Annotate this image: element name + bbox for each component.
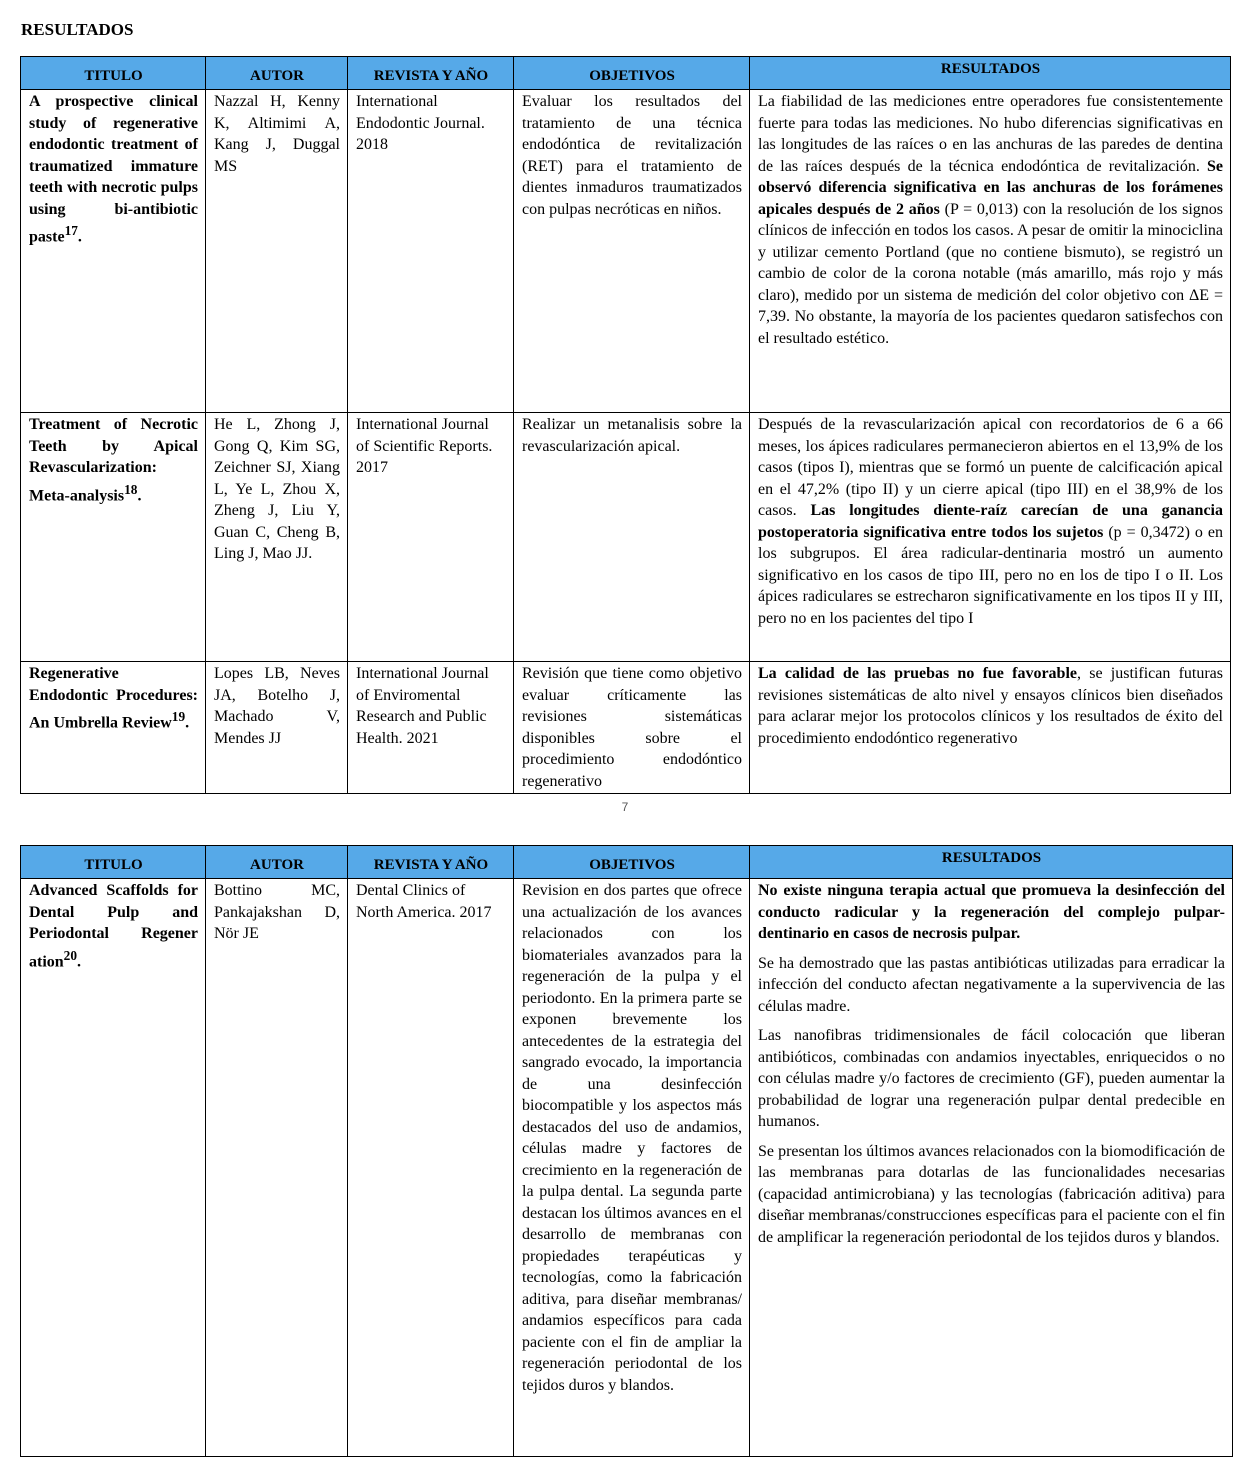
study-title-cell: Treatment of Necrotic Teeth by Apical Revascularization: Meta-analysis$^{18}$.	[21, 413, 206, 662]
results-paragraph: Se presentan los últimos avances relacionados con la biomodificación de las membranas para dotarlas de las funcionalidades necesarias (capacidad antimicrobiana) y las tecnologías (fabricación aditiva) para diseñar membranas/construcciones específicas para el paciente con el fin de amplificar la regeneración periodontal de los tejidos duros y blandos.	[758, 1142, 1225, 1246]
table-row	[21, 413, 1231, 662]
header-resultados: RESULTADOS	[750, 846, 1233, 879]
reference-number: 17	[64, 223, 78, 238]
author-cell: He L, Zhong J, Gong Q, Kim SG, Zeichner SJ, Xiang L, Ye L, Zhou X, Zheng J, Liu Y, Guan C, Cheng B, Ling J, Mao JJ.	[206, 413, 348, 662]
study-title: Advanced Scaffolds for Dental Pulp and Periodontal Regener ation	[29, 882, 198, 970]
study-title: Regenerative Endodontic Procedures: An Umbrella Review	[29, 665, 198, 732]
results-cell	[750, 662, 1231, 794]
author-cell: Nazzal H, Kenny K, Altimimi A, Kang J, Duggal MS	[206, 90, 348, 413]
results-text: (P = 0,013) con la resolución de los signos clínicos de infección en todos los casos. A pesar de omitir la minociclina y utilizar cemento Portland (que no contiene bismuto), se registró un cambio de color de la corona notable (más amarillo, más rojo y más claro), medido por un sistema de medición del color objetivo con ΔE = 7,39. No obstante, la mayoría de los pacientes quedaron satisfechos con el resultado estético.	[758, 200, 1224, 347]
table-row	[21, 879, 1233, 1457]
reference-number: 18	[124, 481, 138, 497]
reference-number: 20	[63, 947, 77, 963]
journal-cell: Dental Clinics of North America. 2017	[348, 879, 514, 1457]
table-header-row	[21, 57, 1231, 90]
results-text: La fiabilidad de las mediciones entre operadores fue consistentemente fuerte para todas las mediciones. No hubo diferencias significativas en las longitudes de las raíces o en las anchuras de las paredes de dentina de las raíces después de la técnica endodóntica de revitalización.	[758, 93, 1223, 175]
author-cell: Bottino MC, Pankajakshan D, Nör JE	[206, 879, 348, 1457]
table-row	[21, 90, 1231, 413]
results-text: (p = 0,3472) o en los subgrupos. El área radicular-dentinaria mostró un aumento significativo en los casos de tipo III, pero no en los de tipo I o II. Los ápices radiculares se estrecharon significativamente en los tipos II y III, pero no en los pacientes del tipo I	[758, 523, 1223, 627]
header-resultados: RESULTADOS	[750, 57, 1231, 90]
results-text: Después de la revascularización apical con recordatorios de 6 a 66 meses, los ápices radiculares permanecieron abiertos en el 13,9% de los casos (tipos I), mientras que se formó un puente de calcificación apical en el 47,2% (tipo II) y un cierre apical (tipo III) en el 38,9% de los casos.	[758, 416, 1223, 519]
header-objetivos: OBJETIVOS	[514, 57, 750, 90]
header-objetivos: OBJETIVOS	[514, 846, 750, 879]
header-titulo: TITULO	[21, 846, 206, 879]
reference-number: 19	[171, 709, 186, 724]
results-highlight: Se observó diferencia significativa en las anchuras de los forámenes apicales después de 2 años	[758, 157, 1223, 218]
header-autor: AUTOR	[206, 57, 348, 90]
results-highlight: Las longitudes diente-raíz carecían de una ganancia postoperatoria significativa entre todos los sujetos	[758, 502, 1224, 541]
header-revista: REVISTA Y AÑO	[348, 57, 514, 90]
page-number: 7	[621, 800, 629, 814]
journal-cell: International Journal of Scientific Reports. 2017	[348, 413, 514, 662]
author-cell: Lopes LB, Neves JA, Botelho J, Machado V, Mendes JJ	[206, 662, 348, 794]
results-paragraph: No existe ninguna terapia actual que promueva la desinfección del conducto radicular y la regeneración del complejo pulpar-dentinario en casos de necrosis pulpar.	[758, 882, 1225, 942]
study-title: Treatment of Necrotic Teeth by Apical Revascularization: Meta-analysis	[29, 416, 198, 504]
table-header-row	[21, 846, 1233, 879]
header-autor: AUTOR	[206, 846, 348, 879]
section-heading: RESULTADOS	[21, 20, 134, 39]
journal-cell: International Journal of Enviromental Research and Public Health. 2021	[348, 662, 514, 794]
objective-cell: Revisión que tiene como objetivo evaluar críticamente las revisiones sistemáticas disponibles sobre el procedimiento endodóntico regenerativo	[514, 662, 750, 794]
header-revista: REVISTA Y AÑO	[348, 846, 514, 879]
header-titulo: TITULO	[21, 57, 206, 90]
journal-cell: International Endodontic Journal. 2018	[348, 90, 514, 413]
objective-cell: Evaluar los resultados del tratamiento de una técnica endodóntica de revitalización (RET) para el tratamiento de dientes inmaduros traumatizados con pulpas necróticas en niños.	[514, 90, 750, 413]
study-title-cell: A prospective clinical study of regenerative endodontic treatment of traumatized immature teeth with necrotic pulps using bi-antibiotic paste$^{17}$.	[21, 90, 206, 413]
objective-cell: Revision en dos partes que ofrece una actualización de los avances relacionados con los biomateriales avanzados para la regeneración de la pulpa y el periodonto. En la primera parte se exponen brevemente los antecedentes de la estrategia del sangrado evocado, la importancia de una desinfección biocompatible y los aspectos más destacados del uso de andamios, células madre y factores de crecimiento en la regeneración de la pulpa dental. La segunda parte destacan los últimos avances en el desarrollo de membranas con propiedades terapéuticas y tecnologías, como la fabricación aditiva, para diseñar membranas/ andamios específicos para cada paciente con el fin de ampliar la regeneración periodontal de los tejidos duros y blandos.	[514, 879, 750, 1457]
results-highlight: La calidad de las pruebas no fue favorable	[758, 665, 1077, 682]
results-paragraph: Las nanofibras tridimensionales de fácil colocación que liberan antibióticos, combinadas con andamios inyectables, enriquecidos o no con células madre y/o factores de crecimiento (GF), pueden aumentar la probabilidad de lograr una regeneración pulpar dental predecible en humanos.	[758, 1027, 1225, 1130]
results-paragraph: Se ha demostrado que las pastas antibióticas utilizadas para erradicar la infección del conducto afectan negativamente a la supervivencia de las células madre.	[758, 954, 1225, 1015]
results-cell	[750, 413, 1231, 662]
results-text: , se justifican futuras revisiones sistemáticas de alto nivel y ensayos clínicos bien diseñados para aclarar mejor los protocolos clínicos y los resultados de éxito del procedimiento endodóntico regenerativo	[758, 665, 1223, 747]
results-table-page-8	[20, 845, 1233, 1457]
results-cell	[750, 879, 1233, 1457]
study-title: A prospective clinical study of regenerative endodontic treatment of traumatized immature teeth with necrotic pulps using bi-antibiotic paste	[29, 93, 198, 246]
study-title-cell: Advanced Scaffolds for Dental Pulp and Periodontal Regener ation$^{20}$.	[21, 879, 206, 1457]
study-title-cell: Regenerative Endodontic Procedures: An Umbrella Review$^{19}$.	[21, 662, 206, 794]
results-table-page-7	[20, 56, 1231, 794]
table-row	[21, 662, 1231, 794]
results-cell	[750, 90, 1231, 413]
objective-cell: Realizar un metanalisis sobre la revascularización apical.	[514, 413, 750, 662]
